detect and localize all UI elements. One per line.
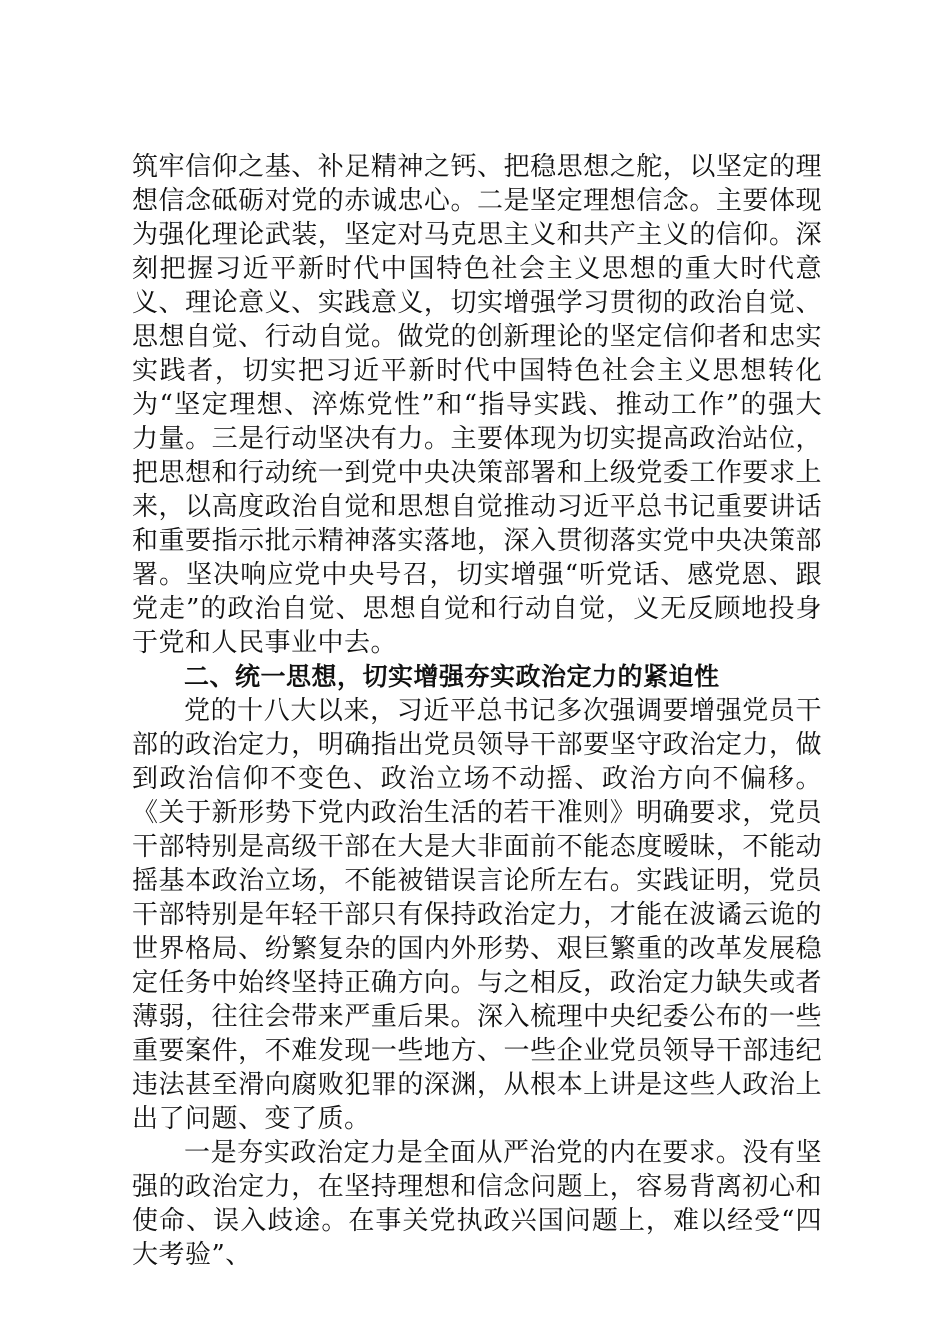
body-paragraph-continued: 筑牢信仰之基、补足精神之钙、把稳思想之舵，以坚定的理想信念砥砺对党的赤诚忠心。二是坚定理想信念。主要体现为强化理论武装，坚定对马克思主义和共产主义的信仰。深刻把握习近平新时代中国特色社会主义思想的重大时代意义、理论意义、实践意义，切实增强学习贯彻的政治自觉、思想自觉、行动自觉。做党的创新理论的坚定信仰者和忠实实践者，切实把习近平新时代中国特色社会主义思想转化为“坚定理想、淬炼党性”和“指导实践、推动工作”的强大力量。三是行动坚决有力。主要体现为切实提高政治站位，把思想和行动统一到党中央决策部署和上级党委工作要求上来，以高度政治自觉和思想自觉推动习近平总书记重要讲话和重要指示批示精神落实落地，深入贯彻落实党中央决策部署。坚决响应党中央号召，切实增强“听党话、感党恩、跟党走”的政治自觉、思想自觉和行动自觉，义无反顾地投身于党和人民事业中去。	[132, 152, 822, 658]
section-heading: 二、统一思想，切实增强夯实政治定力的紧迫性	[184, 662, 720, 691]
body-paragraph: 一是夯实政治定力是全面从严治党的内在要求。没有坚强的政治定力，在坚持理想和信念问题上，容易背离初心和使命、误入歧途。在事关党执政兴国问题上，难以经受“四大考验”、	[132, 1138, 822, 1270]
document-body	[132, 150, 822, 1272]
body-paragraph: 党的十八大以来，习近平总书记多次强调要增强党员干部的政治定力，明确指出党员领导干部要坚守政治定力，做到政治信仰不变色、政治立场不动摇、政治方向不偏移。《关于新形势下党内政治生活的若干准则》明确要求，党员干部特别是高级干部在大是大非面前不能态度暧昧，不能动摇基本政治立场，不能被错误言论所左右。实践证明，党员干部特别是年轻干部只有保持政治定力，才能在波谲云诡的世界格局、纷繁复杂的国内外形势、艰巨繁重的改革发展稳定任务中始终坚持正确方向。与之相反，政治定力缺失或者薄弱，往往会带来严重后果。深入梳理中央纪委公布的一些重要案件，不难发现一些地方、一些企业党员领导干部违纪违法甚至滑向腐败犯罪的深渊，从根本上讲是这些人政治上出了问题、变了质。	[132, 696, 822, 1134]
